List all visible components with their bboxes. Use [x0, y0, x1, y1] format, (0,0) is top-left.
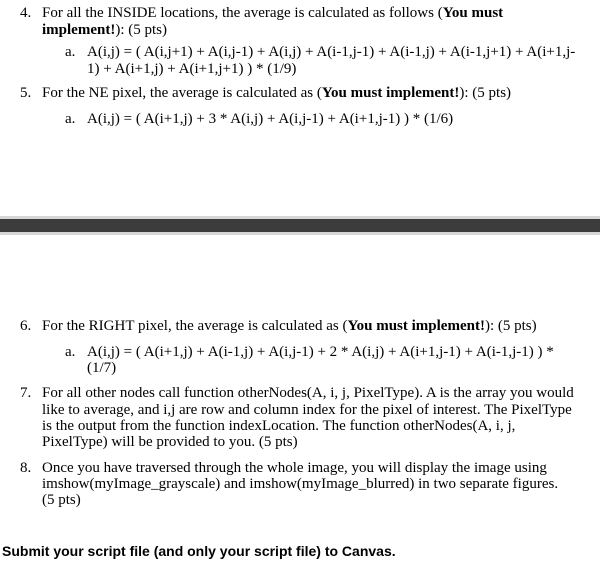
item-6a-letter: a. — [65, 344, 76, 360]
item-6a-formula-line-1: A(i,j) = ( A(i+1,j) + A(i-1,j) + A(i,j-1) + 2 * A(i,j) + A(i+1,j-1) + A(i-1,j-1) ) * — [87, 344, 554, 360]
item-6a-formula-line-2: (1/7) — [87, 360, 117, 376]
item-4-line-1: For all the INSIDE locations, the average is calculated as follows (You must — [42, 5, 504, 21]
page-break-bottom-edge — [0, 232, 600, 235]
item-8-line-2: imshow(myImage_grayscale) and imshow(myImage_blurred) in two separate figures. — [42, 476, 559, 492]
item-4a-formula-line-2: 1) + A(i+1,j) + A(i+1,j+1) ) * (1/9) — [87, 61, 297, 77]
item-4a-letter: a. — [65, 44, 76, 60]
item-8-line-1: Once you have traversed through the whole image, you will display the image using — [42, 460, 547, 476]
item-7-line-4: PixelType) will be provided to you. (5 pts) — [42, 434, 298, 450]
item-4a-formula-line-1: A(i,j) = ( A(i,j+1) + A(i,j-1) + A(i,j) + A(i-1,j-1) + A(i-1,j) + A(i-1,j+1) + A(i+1,j- — [87, 44, 576, 60]
item-5-number: 5. — [20, 85, 32, 101]
item-4-number: 4. — [20, 5, 32, 21]
page-break-band — [0, 219, 600, 232]
submission-instruction: Submit your script file (and only your script file) to Canvas. — [2, 543, 396, 559]
item-7-line-2: like to average, and i,j are row and column index for the pixel of interest. The PixelType — [42, 402, 572, 418]
item-5-line-1: For the NE pixel, the average is calculated as (You must implement!): (5 pts) — [42, 85, 512, 101]
item-7-line-1: For all other nodes call function otherNodes(A, i, j, PixelType). A is the array you would — [42, 385, 574, 401]
item-6-line-1: For the RIGHT pixel, the average is calculated as (You must implement!): (5 pts) — [42, 318, 537, 334]
item-8-line-3: (5 pts) — [42, 492, 81, 508]
item-8-number: 8. — [20, 460, 32, 476]
item-5a-letter: a. — [65, 111, 76, 127]
item-6-number: 6. — [20, 318, 32, 334]
item-7-line-3: is the output from the function indexLocation. The function otherNodes(A, i, j, — [42, 418, 516, 434]
item-5a-formula: A(i,j) = ( A(i+1,j) + 3 * A(i,j) + A(i,j-1) + A(i+1,j-1) ) * (1/6) — [87, 111, 454, 127]
item-4-line-2: implement!): (5 pts) — [42, 22, 167, 38]
item-7-number: 7. — [20, 385, 32, 401]
